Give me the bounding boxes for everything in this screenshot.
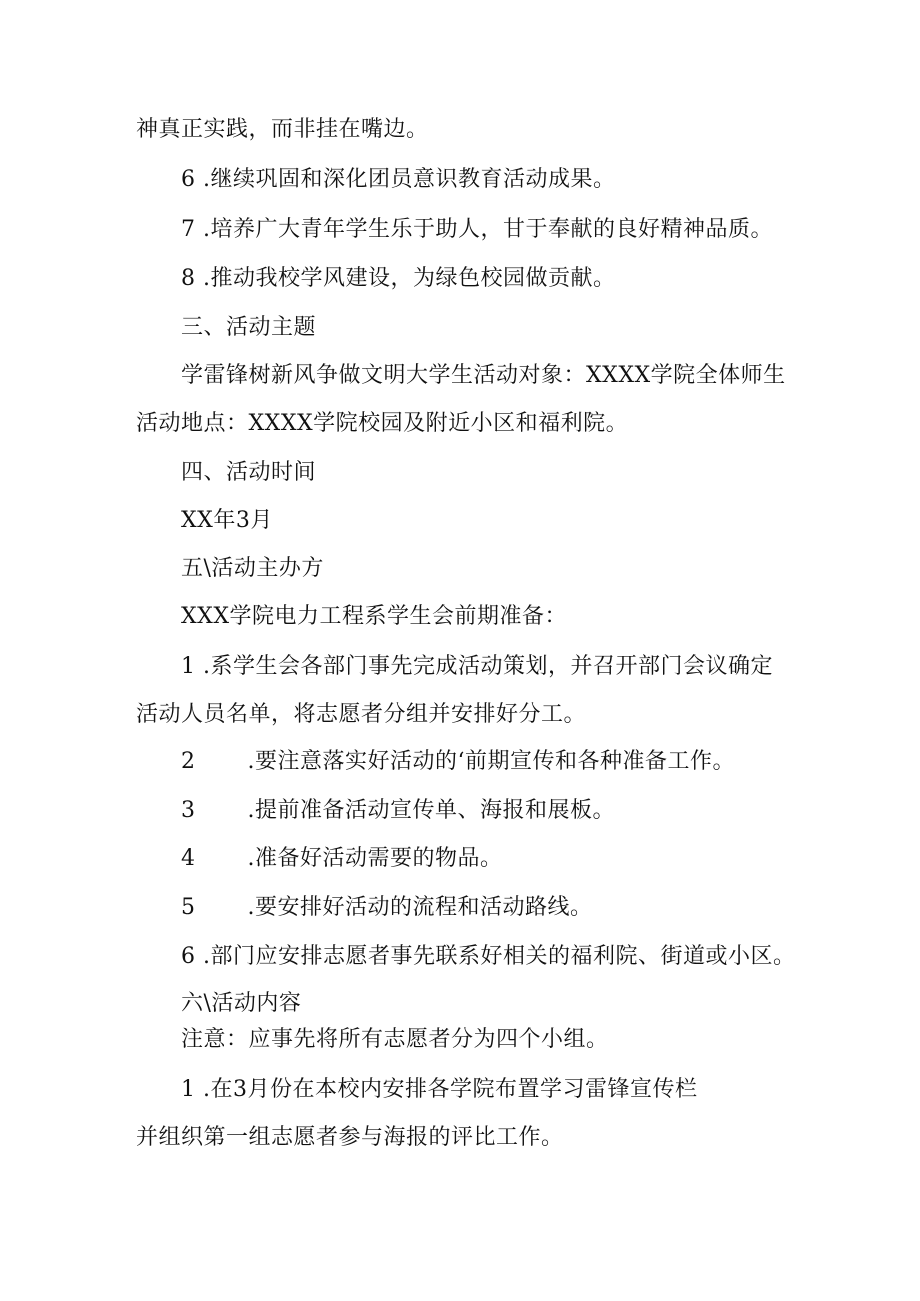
list-item-text: .提前准备活动宣传单、海报和展板。 [247, 798, 615, 823]
section-heading: 六\活动内容 [181, 991, 302, 1016]
list-item [181, 894, 593, 922]
section-heading: 三、活动主题 [181, 315, 317, 340]
list-item [181, 748, 735, 776]
paragraph-line: XX年3月 [181, 508, 273, 533]
list-item [181, 797, 615, 825]
paragraph-line: 活动人员名单，将志愿者分组并安排好分工。 [136, 702, 587, 727]
section-heading: 四、活动时间 [181, 460, 317, 485]
list-item-number: 2 [181, 749, 196, 774]
paragraph-line: 并组织第一组志愿者参与海报的评比工作。 [136, 1125, 564, 1150]
list-item-text: .要注意落实好活动的‘前期宣传和各种准备工作。 [247, 749, 735, 774]
list-item: 8 .推动我校学风建设，为绿色校园做贡献。 [181, 266, 616, 291]
list-item: 6 .继续巩固和深化团员意识教育活动成果。 [181, 167, 616, 192]
list-item: 7 .培养广大青年学生乐于助人，甘于奉献的良好精神品质。 [181, 217, 773, 242]
list-item [181, 845, 503, 873]
paragraph-line: 学雷锋树新风争做文明大学生活动对象：XXXX学院全体师生 [181, 363, 786, 388]
list-item-text: .要安排好活动的流程和活动路线。 [247, 895, 593, 920]
paragraph-line: 神真正实践，而非挂在嘴边。 [136, 117, 429, 142]
paragraph-line: 活动地点：XXXX学院校园及附近小区和福利院。 [136, 411, 629, 436]
list-item: 6 .部门应安排志愿者事先联系好相关的福利院、街道或小区。 [181, 944, 796, 969]
paragraph-line: XXX学院电力工程系学生会前期准备： [181, 604, 567, 629]
list-item-text: .准备好活动需要的物品。 [247, 846, 503, 871]
list-item-number: 4 [181, 846, 196, 871]
list-item-number: 3 [181, 798, 196, 823]
list-item: 1 .在3月份在本校内安排各学院布置学习雷锋宣传栏 [181, 1077, 698, 1102]
list-item: 1 .系学生会各部门事先完成活动策划，并召开部门会议确定 [181, 654, 773, 679]
section-heading: 五\活动主办方 [181, 556, 324, 581]
paragraph-line: 注意：应事先将所有志愿者分为四个小组。 [181, 1027, 609, 1052]
list-item-number: 5 [181, 895, 196, 920]
